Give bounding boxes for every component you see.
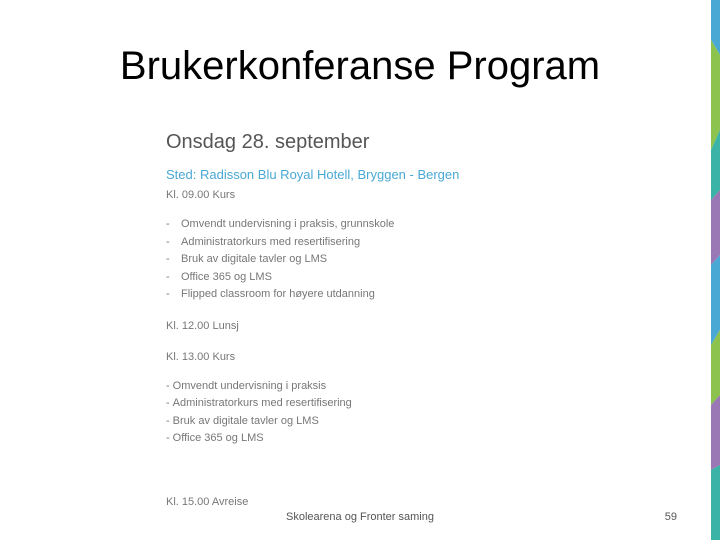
session-time: Kl. 15.00 Avreise (166, 495, 249, 508)
morning-course-list (166, 216, 566, 304)
list-item: - Administratorkurs med resertifisering (166, 397, 352, 409)
program-image (166, 124, 566, 510)
decorative-side-stripe (711, 0, 720, 540)
deco-block-purple (711, 395, 720, 470)
page-number: 59 (664, 511, 677, 523)
deco-block-teal (711, 465, 720, 540)
day-heading: Onsdag 28. september (166, 131, 370, 153)
deco-block-blue (711, 255, 720, 345)
list-item: - Bruk av digitale tavler og LMS (166, 414, 319, 427)
slide-title: Brukerkonferanse Program (119, 44, 601, 88)
list-item: - Administratorkurs med resertifisering (166, 235, 361, 248)
list-item: - Office 365 og LMS (166, 270, 272, 283)
session-time: Kl. 09.00 Kurs (166, 189, 236, 201)
venue-line: Sted: Radisson Blu Royal Hotell, Bryggen - Bergen (166, 167, 460, 182)
list-item: - Bruk av digitale tavler og LMS (166, 253, 328, 265)
list-item: - Flipped classroom for høyere utdanning (166, 288, 375, 300)
list-item: - Omvendt undervisning i praksis (166, 379, 327, 392)
afternoon-course-list (166, 378, 566, 448)
session-time: Kl. 12.00 Lunsj (166, 319, 239, 332)
list-item: - Office 365 og LMS (166, 432, 264, 444)
session-time: Kl. 13.00 Kurs (166, 350, 236, 363)
deco-block-purple (711, 190, 720, 265)
list-item: - Omvendt undervisning i praksis, grunnskole (166, 218, 395, 230)
footer-text: Skolearena og Fronter saming (286, 511, 434, 523)
